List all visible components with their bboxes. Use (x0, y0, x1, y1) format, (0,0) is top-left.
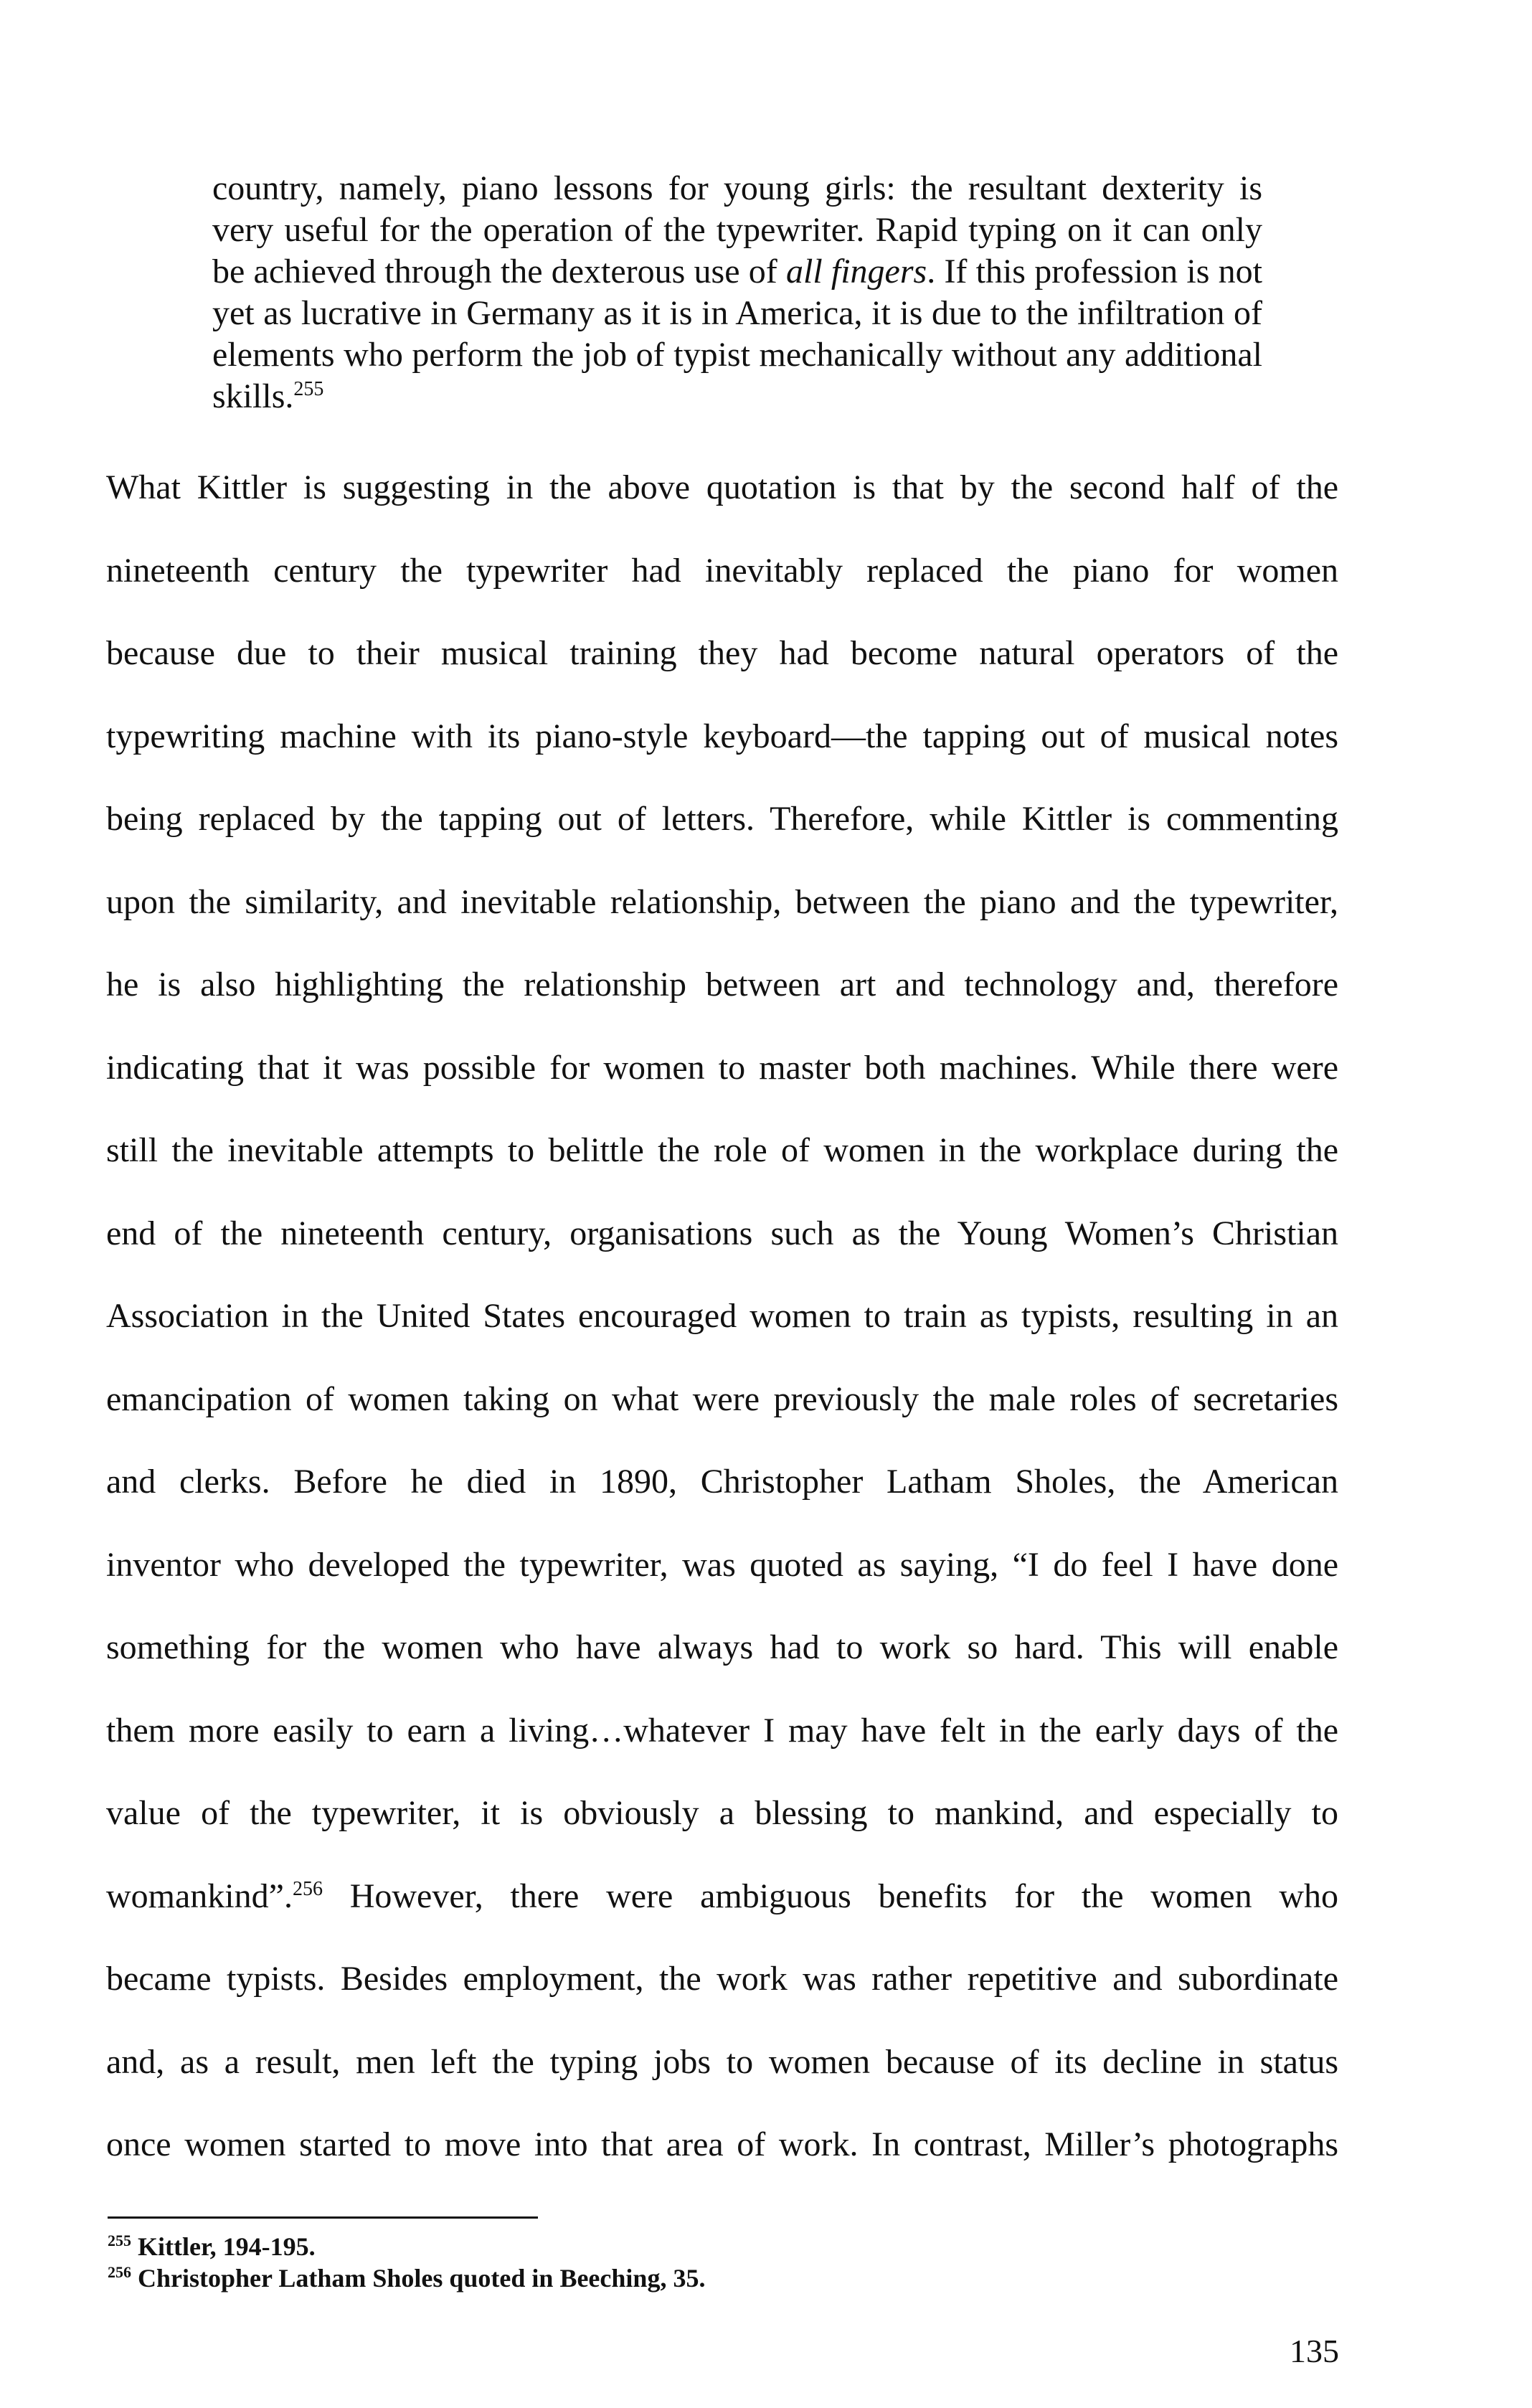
quotation-text-continued: . If this profession is not yet as lucrative in Germany as it is in America, it is due to the infiltration of elements who perform the job of typist mechanically without any additional skills. (212, 252, 1262, 415)
footnotes (108, 2231, 1255, 2294)
footnote-reference: 256 (292, 1877, 323, 1900)
body-line: typewriting machine with its piano-style keyboard—the tapping out of musical notes (106, 717, 1338, 755)
footnote (108, 2262, 1255, 2294)
body-line: indicating that it was possible for women to master both machines. While there were (106, 1048, 1338, 1087)
quotation-emphasis: all fingers (785, 252, 927, 291)
footnote-number: 256 (108, 2263, 131, 2281)
page-number: 135 (1290, 2333, 1339, 2369)
body-line: he is also highlighting the relationship between art and technology and, therefore (106, 965, 1338, 1004)
body-line: them more easily to earn a living…whatever I may have felt in the early days of the (106, 1711, 1338, 1750)
body-line: What Kittler is suggesting in the above quotation is that by the second half of the (106, 468, 1338, 506)
footnote-text: Kittler, 194-195. (131, 2232, 316, 2261)
footnote-text: Christopher Latham Sholes quoted in Beeching, 35. (131, 2264, 706, 2293)
body-line: still the inevitable attempts to belittle the role of women in the workplace during the (106, 1131, 1338, 1169)
body-line: nineteenth century the typewriter had inevitably replaced the piano for women (106, 551, 1338, 590)
footnote-reference: 255 (293, 378, 324, 400)
body-paragraph (106, 446, 1338, 2186)
body-line: being replaced by the tapping out of letters. Therefore, while Kittler is commenting (106, 800, 1338, 838)
block-quotation (212, 168, 1262, 417)
body-line: end of the nineteenth century, organisations such as the Young Women’s Christian (106, 1214, 1338, 1252)
body-line-with-note (106, 1855, 1338, 1938)
body-line: and clerks. Before he died in 1890, Christopher Latham Sholes, the American (106, 1463, 1338, 1501)
footnote-number: 255 (108, 2232, 131, 2249)
body-line: inventor who developed the typewriter, was quoted as saying, “I do feel I have done (106, 1545, 1338, 1584)
body-line-text: womankind”. (106, 1876, 293, 1915)
body-line: because due to their musical training they had become natural operators of the (106, 634, 1338, 672)
footnote-divider (108, 2216, 538, 2219)
body-line: upon the similarity, and inevitable relationship, between the piano and the typewriter, (106, 882, 1338, 921)
body-line: and, as a result, men left the typing jobs to women because of its decline in status (106, 2042, 1338, 2081)
footnote (108, 2231, 1255, 2262)
quotation-text: country, namely, piano lessons for young girls: the resultant dexterity is very useful for the operation of the typewriter. Rapid typing on it can only be achieved through the dexterous use of (212, 169, 1262, 291)
body-line: something for the women who have always had to work so hard. This will enable (106, 1628, 1338, 1666)
body-line: emancipation of women taking on what were previously the male roles of secretaries (106, 1379, 1338, 1418)
body-line: Association in the United States encouraged women to train as typists, resulting in an (106, 1297, 1338, 1335)
body-line: value of the typewriter, it is obviously a blessing to mankind, and especially to (106, 1794, 1338, 1832)
body-line-text: However, there were ambiguous benefits for the women who (322, 1876, 1338, 1915)
body-line: became typists. Besides employment, the work was rather repetitive and subordinate (106, 1960, 1338, 1998)
body-line: once women started to move into that area of work. In contrast, Miller’s photographs (106, 2125, 1338, 2163)
